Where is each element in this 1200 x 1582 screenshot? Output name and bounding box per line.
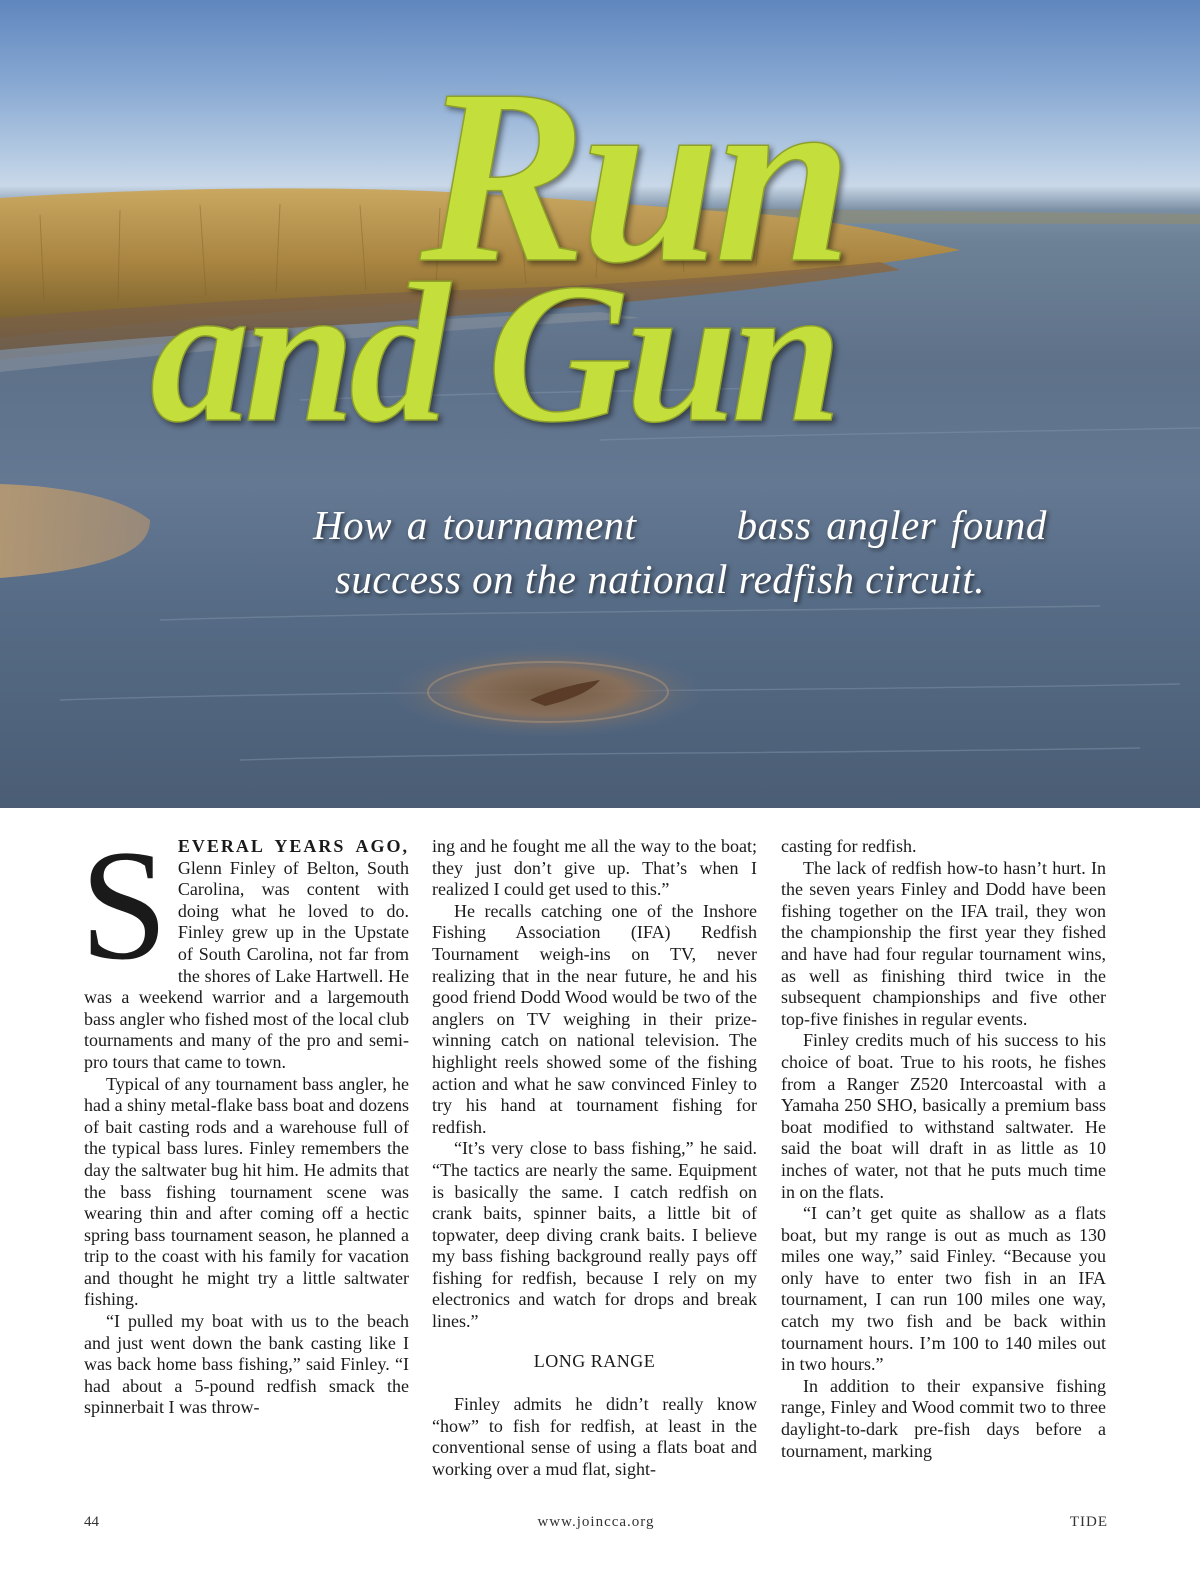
paragraph: He recalls catching one of the Inshore Fishing Association (IFA) Redfish Tournament weigh-ins on TV, never realizing that in the near future, he and his good friend Dodd Wood would be two of the anglers on TV weighing in their prize-winning catch on national television. The highlight reels showed some of the fishing action and what he saw convinced Finley to try his hand at tournament fishing for redfish. bbox=[432, 900, 757, 1137]
article-deck bbox=[200, 498, 1160, 606]
deck-line-1a: How a tournament bbox=[313, 502, 637, 548]
footer-url[interactable]: www.joincca.org bbox=[537, 1514, 655, 1530]
paragraph: Typical of any tournament bass angler, he had a shiny metal-flake bass boat and dozens of bait casting rods and a warehouse full of the typical bass lures. Finley remembers the day the saltwater bug hit him. He admits that the bass fishing tournament scene was wearing thin and after coming off a hectic spring bass tournament season, he planned a trip to the coast with his family for vacation and thought he might try a little saltwater fishing. bbox=[84, 1073, 409, 1310]
paragraph: In addition to their expansive fishing range, Finley and Wood commit two to three daylight-to-dark pre-fish days before a tournament, marking bbox=[781, 1375, 1106, 1461]
column-1 bbox=[80, 818, 409, 1419]
paragraph: ing and he fought me all the way to the boat; they just don’t give up. That’s when I realized I could get used to this.” bbox=[432, 836, 757, 900]
paragraph: “I pulled my boat with us to the beach and just went down the bank casting like I was back home bass fishing,” said Finley. “I had about a 5-pound redfish smack the spinnerbait I was throw- bbox=[84, 1311, 409, 1418]
paragraph: The lack of redfish how-to hasn’t hurt. In the seven years Finley and Dodd have been fishing together on the IFA trail, they won the championship the first year they fished and have had four regular tournament wins, as well as finishing third twice in the subsequent championships and five other top-five finishes in regular events. bbox=[781, 857, 1106, 1029]
deck-line-2: success on the national redfish circuit. bbox=[334, 556, 986, 602]
column-3 bbox=[781, 836, 1106, 1462]
title-word-and-gun: and Gun bbox=[150, 243, 837, 464]
column-2 bbox=[432, 836, 757, 1481]
article-body bbox=[80, 818, 1108, 1480]
page-footer bbox=[84, 1514, 1108, 1536]
paragraph: Finley admits he didn’t really know “how” to fish for redfish, at least in the conventional sense of using a flats boat and working over a mud flat, sight- bbox=[432, 1394, 757, 1480]
title-word-run: Run bbox=[420, 38, 847, 315]
lead-caps: EVERAL YEARS AGO, bbox=[177, 836, 409, 856]
paragraph-text: Glenn Finley of Belton, South Carolina, was content with doing what he loved to do. Finley grew up in the Upstate of South Carolina, not far from the shores of Lake Hartwell. He was a weekend warrior and a largemouth bass angler who fished most of the local club tournaments and many of the pro and semi-pro tours that came to town. bbox=[84, 857, 409, 1072]
deck-line-1b: bass angler found bbox=[736, 502, 1047, 548]
paragraph: casting for redfish. bbox=[781, 836, 917, 856]
paragraph: Finley credits much of his success to his choice of boat. True to his roots, he fishes from a Ranger Z520 Intercoastal with a Yamaha 250 SHO, basically a premium bass boat modified to withstand saltwater. He said the boat will draft in as little as 10 inches of water, not that he puts much time in on the flats. bbox=[781, 1030, 1106, 1202]
section-subhead: LONG RANGE bbox=[533, 1350, 656, 1371]
page-number: 44 bbox=[84, 1514, 99, 1530]
paragraph: “I can’t get quite as shallow as a flats boat, but my range is out as much as 130 miles one way,” said Finley. “Because you only have to enter two fish in an IFA tournament, I can run 100 miles one way, catch my two fish and be back within tournament hours. I’m 100 to 140 miles out in two hours.” bbox=[781, 1203, 1106, 1375]
paragraph: “It’s very close to bass fishing,” he said. “The tactics are nearly the same. Equipment is basically the same. I catch redfish on crank baits, spinner baits, a little bit of topwater, deep diving crank baits. I believe my bass fishing background really pays off fishing for redfish, because I rely on my electronics and watch for drops and break lines.” bbox=[432, 1138, 757, 1332]
dropcap: S bbox=[80, 818, 168, 993]
magazine-name: TIDE bbox=[1069, 1514, 1108, 1530]
